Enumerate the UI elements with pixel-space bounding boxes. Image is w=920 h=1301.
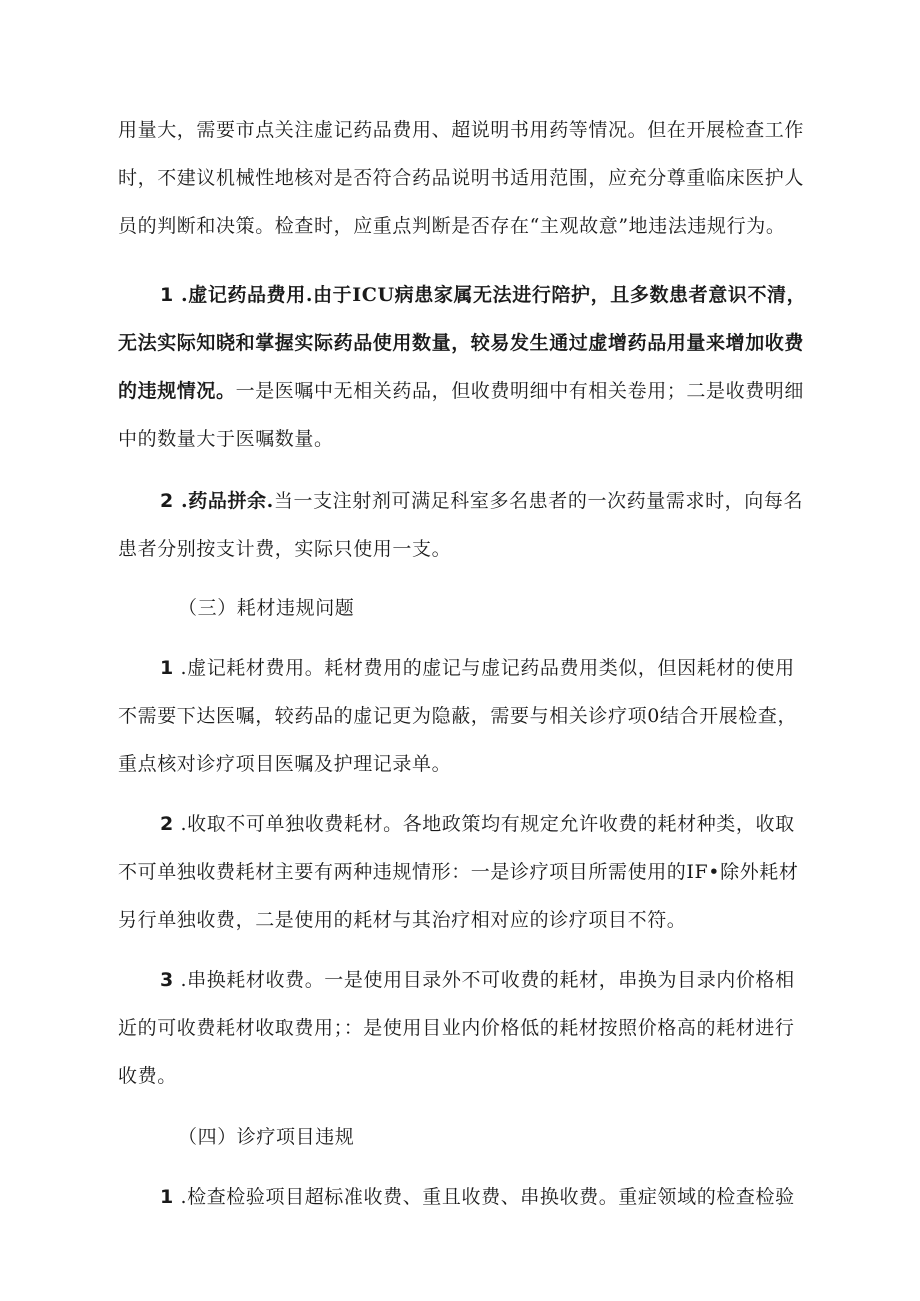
paragraph-6-line-2: 近的可收费耗材收取费用；：是使用目业内价格低的耗材按照价格高的耗材进行 bbox=[118, 1017, 795, 1039]
paragraph-5-line-3: 另行单独收费，二是使用的耗材与其治疗相对应的诊疗项目不符。 bbox=[118, 909, 687, 931]
paragraph-4-line-3: 重点核对诊疗项目医嘱及护理记录单。 bbox=[118, 753, 452, 775]
item-number: 1 bbox=[160, 284, 174, 306]
paragraph-2-line-3 bbox=[118, 379, 804, 403]
paragraph-5-line-1 bbox=[160, 812, 795, 836]
paragraph-2-line-1 bbox=[160, 283, 806, 307]
bold-heading-text: .虚记药品费用.由于ICU病患家属无法进行陪护，且多数患者意识不清， bbox=[173, 284, 807, 306]
item-number: 2 bbox=[160, 813, 174, 835]
body-text: .虚记耗材费用。耗材费用的虚记与虚记药品费用类似，但因耗材的使用 bbox=[173, 657, 795, 679]
bold-heading-text: .药品拼余. bbox=[173, 490, 274, 512]
item-number: 1 bbox=[160, 1186, 174, 1208]
paragraph-7-line-1 bbox=[160, 1185, 795, 1209]
body-text: .串换耗材收费。一是使用目录外不可收费的耗材，串换为目录内价格相 bbox=[173, 969, 795, 991]
section-heading-4: （四）诊疗项目违规 bbox=[178, 1126, 355, 1148]
item-number: 1 bbox=[160, 657, 174, 679]
body-text: 一是医嘱中无相关药品，但收费明细中有相关卷用；二是收费明细 bbox=[235, 380, 805, 402]
paragraph-6-line-3: 收费。 bbox=[118, 1065, 177, 1087]
body-text: 当一支注射剂可满足科室多名患者的一次药量需求时，向每名 bbox=[273, 490, 804, 512]
paragraph-3-line-2: 患者分别按支计费，实际只使用一支。 bbox=[118, 538, 452, 560]
body-text: .检查检验项目超标准收费、重且收费、串换收费。重症领域的检查检验 bbox=[173, 1186, 795, 1208]
paragraph-1-line-3: 员的判断和决策。检查时，应重点判断是否存在“主观故意”地违法违规行为。 bbox=[118, 215, 786, 237]
body-text: .收取不可单独收费耗材。各地政策均有规定允许收费的耗材种类，收取 bbox=[173, 813, 795, 835]
section-heading-3: （三）耗材违规问题 bbox=[178, 597, 355, 619]
paragraph-2-line-4: 中的数量大于医嘱数量。 bbox=[118, 428, 334, 450]
paragraph-2-line-2: 无法实际知晓和掌握实际药品使用数量，较易发生通过虚增药品用量来增加收费 bbox=[118, 332, 805, 354]
paragraph-6-line-1 bbox=[160, 968, 795, 992]
paragraph-1-line-2: 时，不建议机械性地核对是否符合药品说明书适用范围，应充分尊重临床医护人 bbox=[118, 167, 805, 189]
bold-heading-text: 的违规情况。 bbox=[118, 380, 236, 402]
paragraph-5-line-2: 不可单独收费耗材主要有两种违规情形：一是诊疗项目所需使用的IF•除外耗材 bbox=[118, 861, 799, 883]
item-number: 2 bbox=[160, 490, 174, 512]
paragraph-4-line-1 bbox=[160, 656, 795, 680]
paragraph-1-line-1: 用量大，需要市点关注虚记药品费用、超说明书用药等情况。但在开展检查工作 bbox=[118, 119, 805, 141]
paragraph-3-line-1 bbox=[160, 489, 803, 513]
paragraph-4-line-2: 不需要下达医嘱，较药品的虚记更为隐蔽，需要与相关诊疗项0结合开展检查， bbox=[118, 705, 798, 727]
item-number: 3 bbox=[160, 969, 174, 991]
